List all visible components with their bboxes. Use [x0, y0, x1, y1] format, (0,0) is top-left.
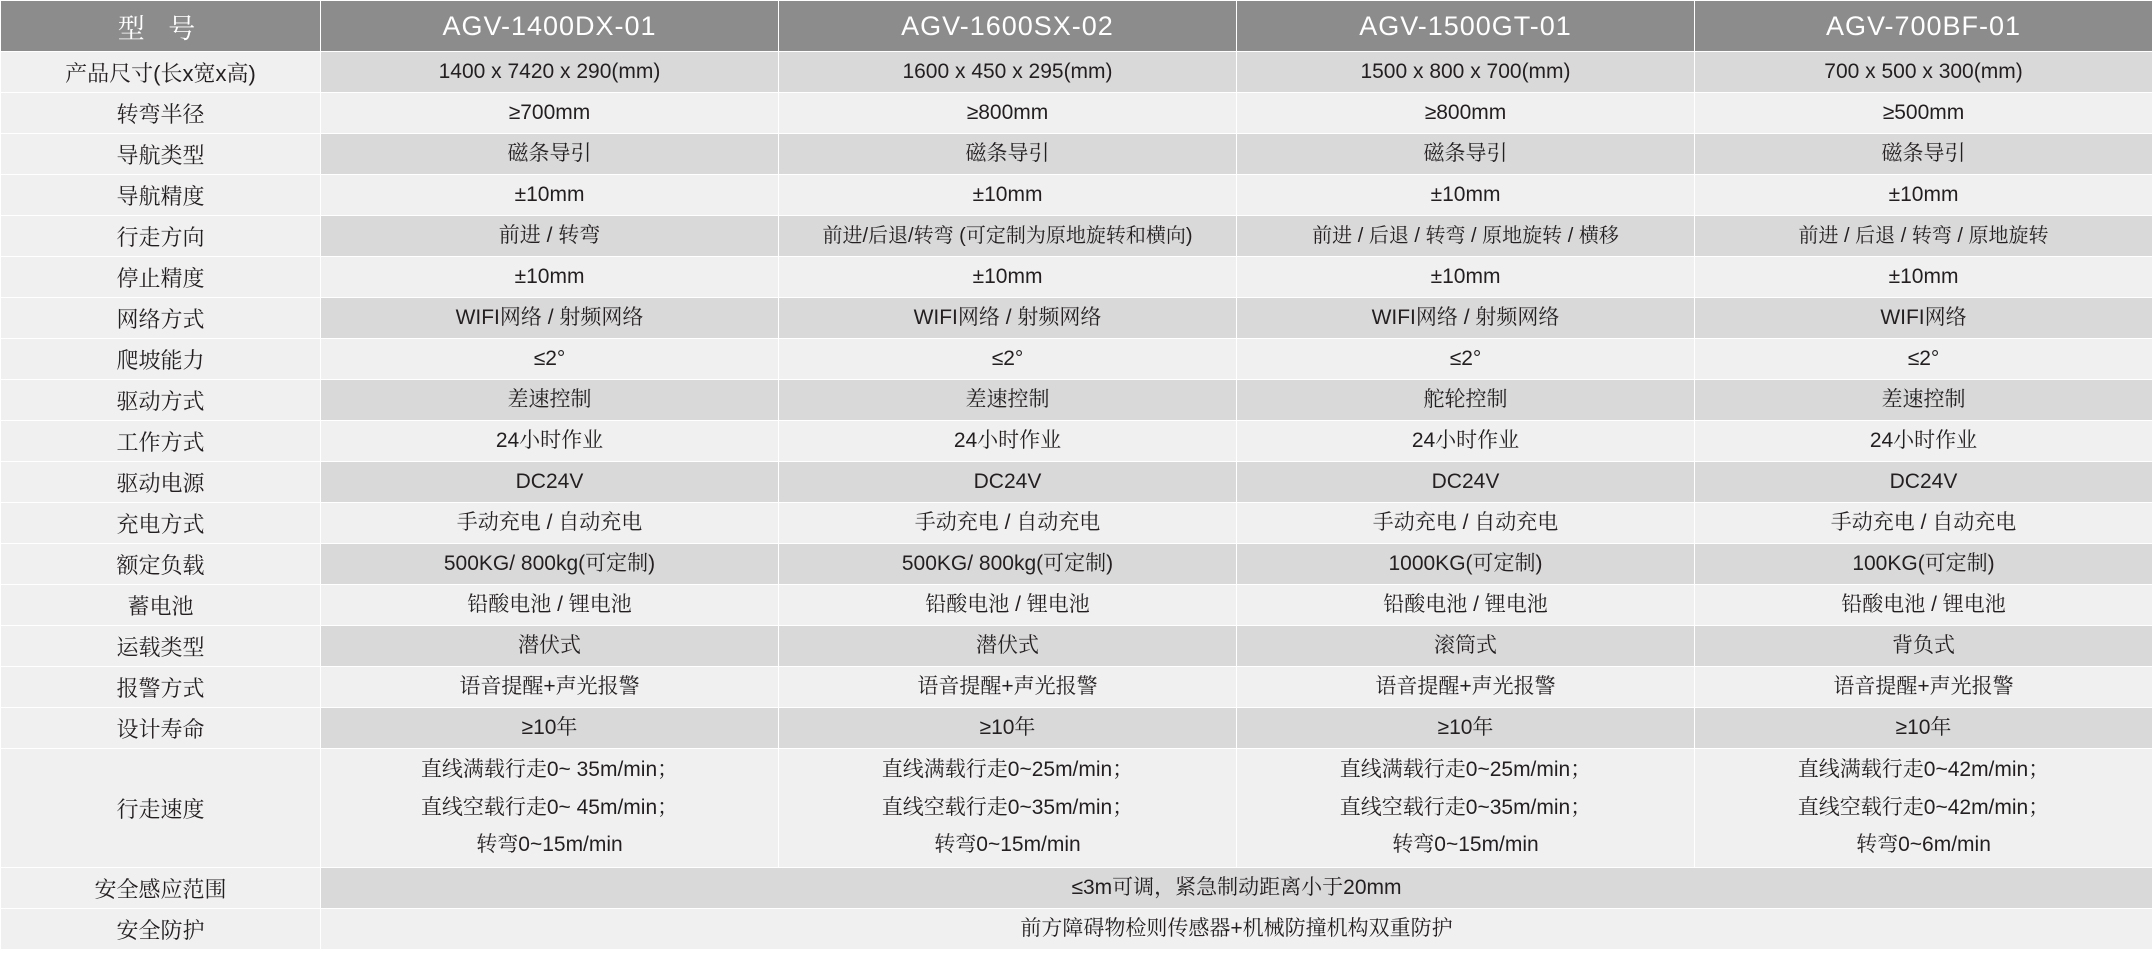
header-model-4: AGV-700BF-01: [1695, 1, 2153, 52]
row-value: 1400 x 7420 x 290(mm): [321, 52, 779, 93]
table-row: [1, 52, 2153, 93]
row-value: ≥500mm: [1695, 93, 2153, 134]
table-row: [1, 257, 2153, 298]
row-value: 100KG(可定制): [1695, 544, 2153, 585]
row-value: [321, 749, 779, 868]
table-row-safety-protection: [1, 909, 2153, 950]
row-value: 语音提醒+声光报警: [1237, 667, 1695, 708]
row-value: DC24V: [1237, 462, 1695, 503]
row-value: [1237, 749, 1695, 868]
row-value: 前进/后退/转弯 (可定制为原地旋转和横向): [779, 216, 1237, 257]
row-value: 潜伏式: [321, 626, 779, 667]
speed-line: 直线满载行走0~ 35m/min；: [420, 758, 679, 782]
row-value: 手动充电 / 自动充电: [779, 503, 1237, 544]
row-value: ≥10年: [779, 708, 1237, 749]
table-header-row: [1, 1, 2153, 52]
row-value: 磁条导引: [321, 134, 779, 175]
row-value: 磁条导引: [779, 134, 1237, 175]
row-label: 安全感应范围: [1, 868, 321, 909]
row-value: ±10mm: [321, 257, 779, 298]
row-value: WIFI网络 / 射频网络: [1237, 298, 1695, 339]
row-label: 爬坡能力: [1, 339, 321, 380]
row-value: ±10mm: [779, 257, 1237, 298]
row-value: 磁条导引: [1237, 134, 1695, 175]
speed-line: 转弯0~15m/min: [934, 833, 1081, 857]
table-row: [1, 380, 2153, 421]
row-value: 手动充电 / 自动充电: [1695, 503, 2153, 544]
row-label: 转弯半径: [1, 93, 321, 134]
row-value: ≤2°: [321, 339, 779, 380]
row-label: 网络方式: [1, 298, 321, 339]
row-value: ≤2°: [1237, 339, 1695, 380]
row-value: ≤2°: [1695, 339, 2153, 380]
row-value: 前进 / 转弯: [321, 216, 779, 257]
table-row: [1, 175, 2153, 216]
speed-line: 直线满载行走0~25m/min；: [881, 758, 1134, 782]
row-label: 额定负载: [1, 544, 321, 585]
table-row: [1, 93, 2153, 134]
row-value: 差速控制: [779, 380, 1237, 421]
header-label-model: 型 号: [1, 1, 321, 52]
speed-line: 转弯0~6m/min: [1856, 833, 1991, 857]
row-value: [779, 749, 1237, 868]
row-value-merged: ≤3m可调，紧急制动距离小于20mm: [321, 868, 2153, 909]
row-value: 滚筒式: [1237, 626, 1695, 667]
row-value: WIFI网络 / 射频网络: [779, 298, 1237, 339]
table-row: [1, 134, 2153, 175]
speed-line: 直线满载行走0~25m/min；: [1339, 758, 1592, 782]
row-value: ≥800mm: [779, 93, 1237, 134]
row-value: WIFI网络 / 射频网络: [321, 298, 779, 339]
table-row: [1, 503, 2153, 544]
row-value: ±10mm: [321, 175, 779, 216]
speed-line: 直线满载行走0~42m/min；: [1797, 758, 2050, 782]
header-model-1: AGV-1400DX-01: [321, 1, 779, 52]
row-value: 手动充电 / 自动充电: [321, 503, 779, 544]
row-value: WIFI网络: [1695, 298, 2153, 339]
speed-line: 直线空载行走0~42m/min；: [1797, 795, 2050, 819]
row-value: 铅酸电池 / 锂电池: [1237, 585, 1695, 626]
row-value: 24小时作业: [779, 421, 1237, 462]
row-value: 500KG/ 800kg(可定制): [321, 544, 779, 585]
speed-line: 直线空载行走0~ 45m/min；: [420, 795, 679, 819]
row-value: DC24V: [321, 462, 779, 503]
row-value: 磁条导引: [1695, 134, 2153, 175]
row-value: 1500 x 800 x 700(mm): [1237, 52, 1695, 93]
row-value: ±10mm: [779, 175, 1237, 216]
row-label: 运载类型: [1, 626, 321, 667]
row-label: 驱动电源: [1, 462, 321, 503]
table-row: [1, 216, 2153, 257]
table-body: [1, 52, 2153, 950]
row-value: ≥10年: [1695, 708, 2153, 749]
row-value: 700 x 500 x 300(mm): [1695, 52, 2153, 93]
row-value: ±10mm: [1237, 175, 1695, 216]
row-label: 报警方式: [1, 667, 321, 708]
row-value: 1600 x 450 x 295(mm): [779, 52, 1237, 93]
table-row-travel-speed: [1, 749, 2153, 868]
table-row-safety-range: [1, 868, 2153, 909]
row-value: 24小时作业: [321, 421, 779, 462]
table-row: [1, 544, 2153, 585]
row-value: ±10mm: [1695, 175, 2153, 216]
row-value: 铅酸电池 / 锂电池: [321, 585, 779, 626]
row-value: 背负式: [1695, 626, 2153, 667]
table-row: [1, 708, 2153, 749]
speed-line: 直线空载行走0~35m/min；: [881, 795, 1134, 819]
row-value: 24小时作业: [1695, 421, 2153, 462]
row-label: 行走速度: [1, 749, 321, 868]
row-value: ≥10年: [1237, 708, 1695, 749]
row-label: 蓄电池: [1, 585, 321, 626]
row-value: 差速控制: [1695, 380, 2153, 421]
row-value: 手动充电 / 自动充电: [1237, 503, 1695, 544]
table-row: [1, 626, 2153, 667]
row-value: DC24V: [779, 462, 1237, 503]
speed-line: 直线空载行走0~35m/min；: [1339, 795, 1592, 819]
row-label: 导航精度: [1, 175, 321, 216]
row-value: DC24V: [1695, 462, 2153, 503]
row-value: 前进 / 后退 / 转弯 / 原地旋转 / 横移: [1237, 216, 1695, 257]
row-value: 舵轮控制: [1237, 380, 1695, 421]
row-value: ≥800mm: [1237, 93, 1695, 134]
row-value: 潜伏式: [779, 626, 1237, 667]
row-label: 停止精度: [1, 257, 321, 298]
speed-line: 转弯0~15m/min: [1392, 833, 1539, 857]
row-label: 行走方向: [1, 216, 321, 257]
row-value: 铅酸电池 / 锂电池: [1695, 585, 2153, 626]
table-row: [1, 585, 2153, 626]
speed-line: 转弯0~15m/min: [476, 833, 623, 857]
header-model-3: AGV-1500GT-01: [1237, 1, 1695, 52]
row-value: 语音提醒+声光报警: [1695, 667, 2153, 708]
row-value: 语音提醒+声光报警: [779, 667, 1237, 708]
row-value-merged: 前方障碍物检则传感器+机械防撞机构双重防护: [321, 909, 2153, 950]
row-value: [1695, 749, 2153, 868]
row-value: ≥10年: [321, 708, 779, 749]
row-value: 1000KG(可定制): [1237, 544, 1695, 585]
row-label: 导航类型: [1, 134, 321, 175]
row-value: ≥700mm: [321, 93, 779, 134]
row-value: 语音提醒+声光报警: [321, 667, 779, 708]
table-row: [1, 339, 2153, 380]
row-value: ≤2°: [779, 339, 1237, 380]
row-label: 充电方式: [1, 503, 321, 544]
row-label: 设计寿命: [1, 708, 321, 749]
row-value: ±10mm: [1237, 257, 1695, 298]
table-row: [1, 298, 2153, 339]
table-row: [1, 421, 2153, 462]
row-value: 差速控制: [321, 380, 779, 421]
row-value: 500KG/ 800kg(可定制): [779, 544, 1237, 585]
row-label: 驱动方式: [1, 380, 321, 421]
row-label: 工作方式: [1, 421, 321, 462]
row-value: 24小时作业: [1237, 421, 1695, 462]
row-label: 安全防护: [1, 909, 321, 950]
row-value: ±10mm: [1695, 257, 2153, 298]
row-value: 铅酸电池 / 锂电池: [779, 585, 1237, 626]
row-value: 前进 / 后退 / 转弯 / 原地旋转: [1695, 216, 2153, 257]
table-row: [1, 667, 2153, 708]
header-model-2: AGV-1600SX-02: [779, 1, 1237, 52]
table-row: [1, 462, 2153, 503]
row-label: 产品尺寸(长x宽x高): [1, 52, 321, 93]
